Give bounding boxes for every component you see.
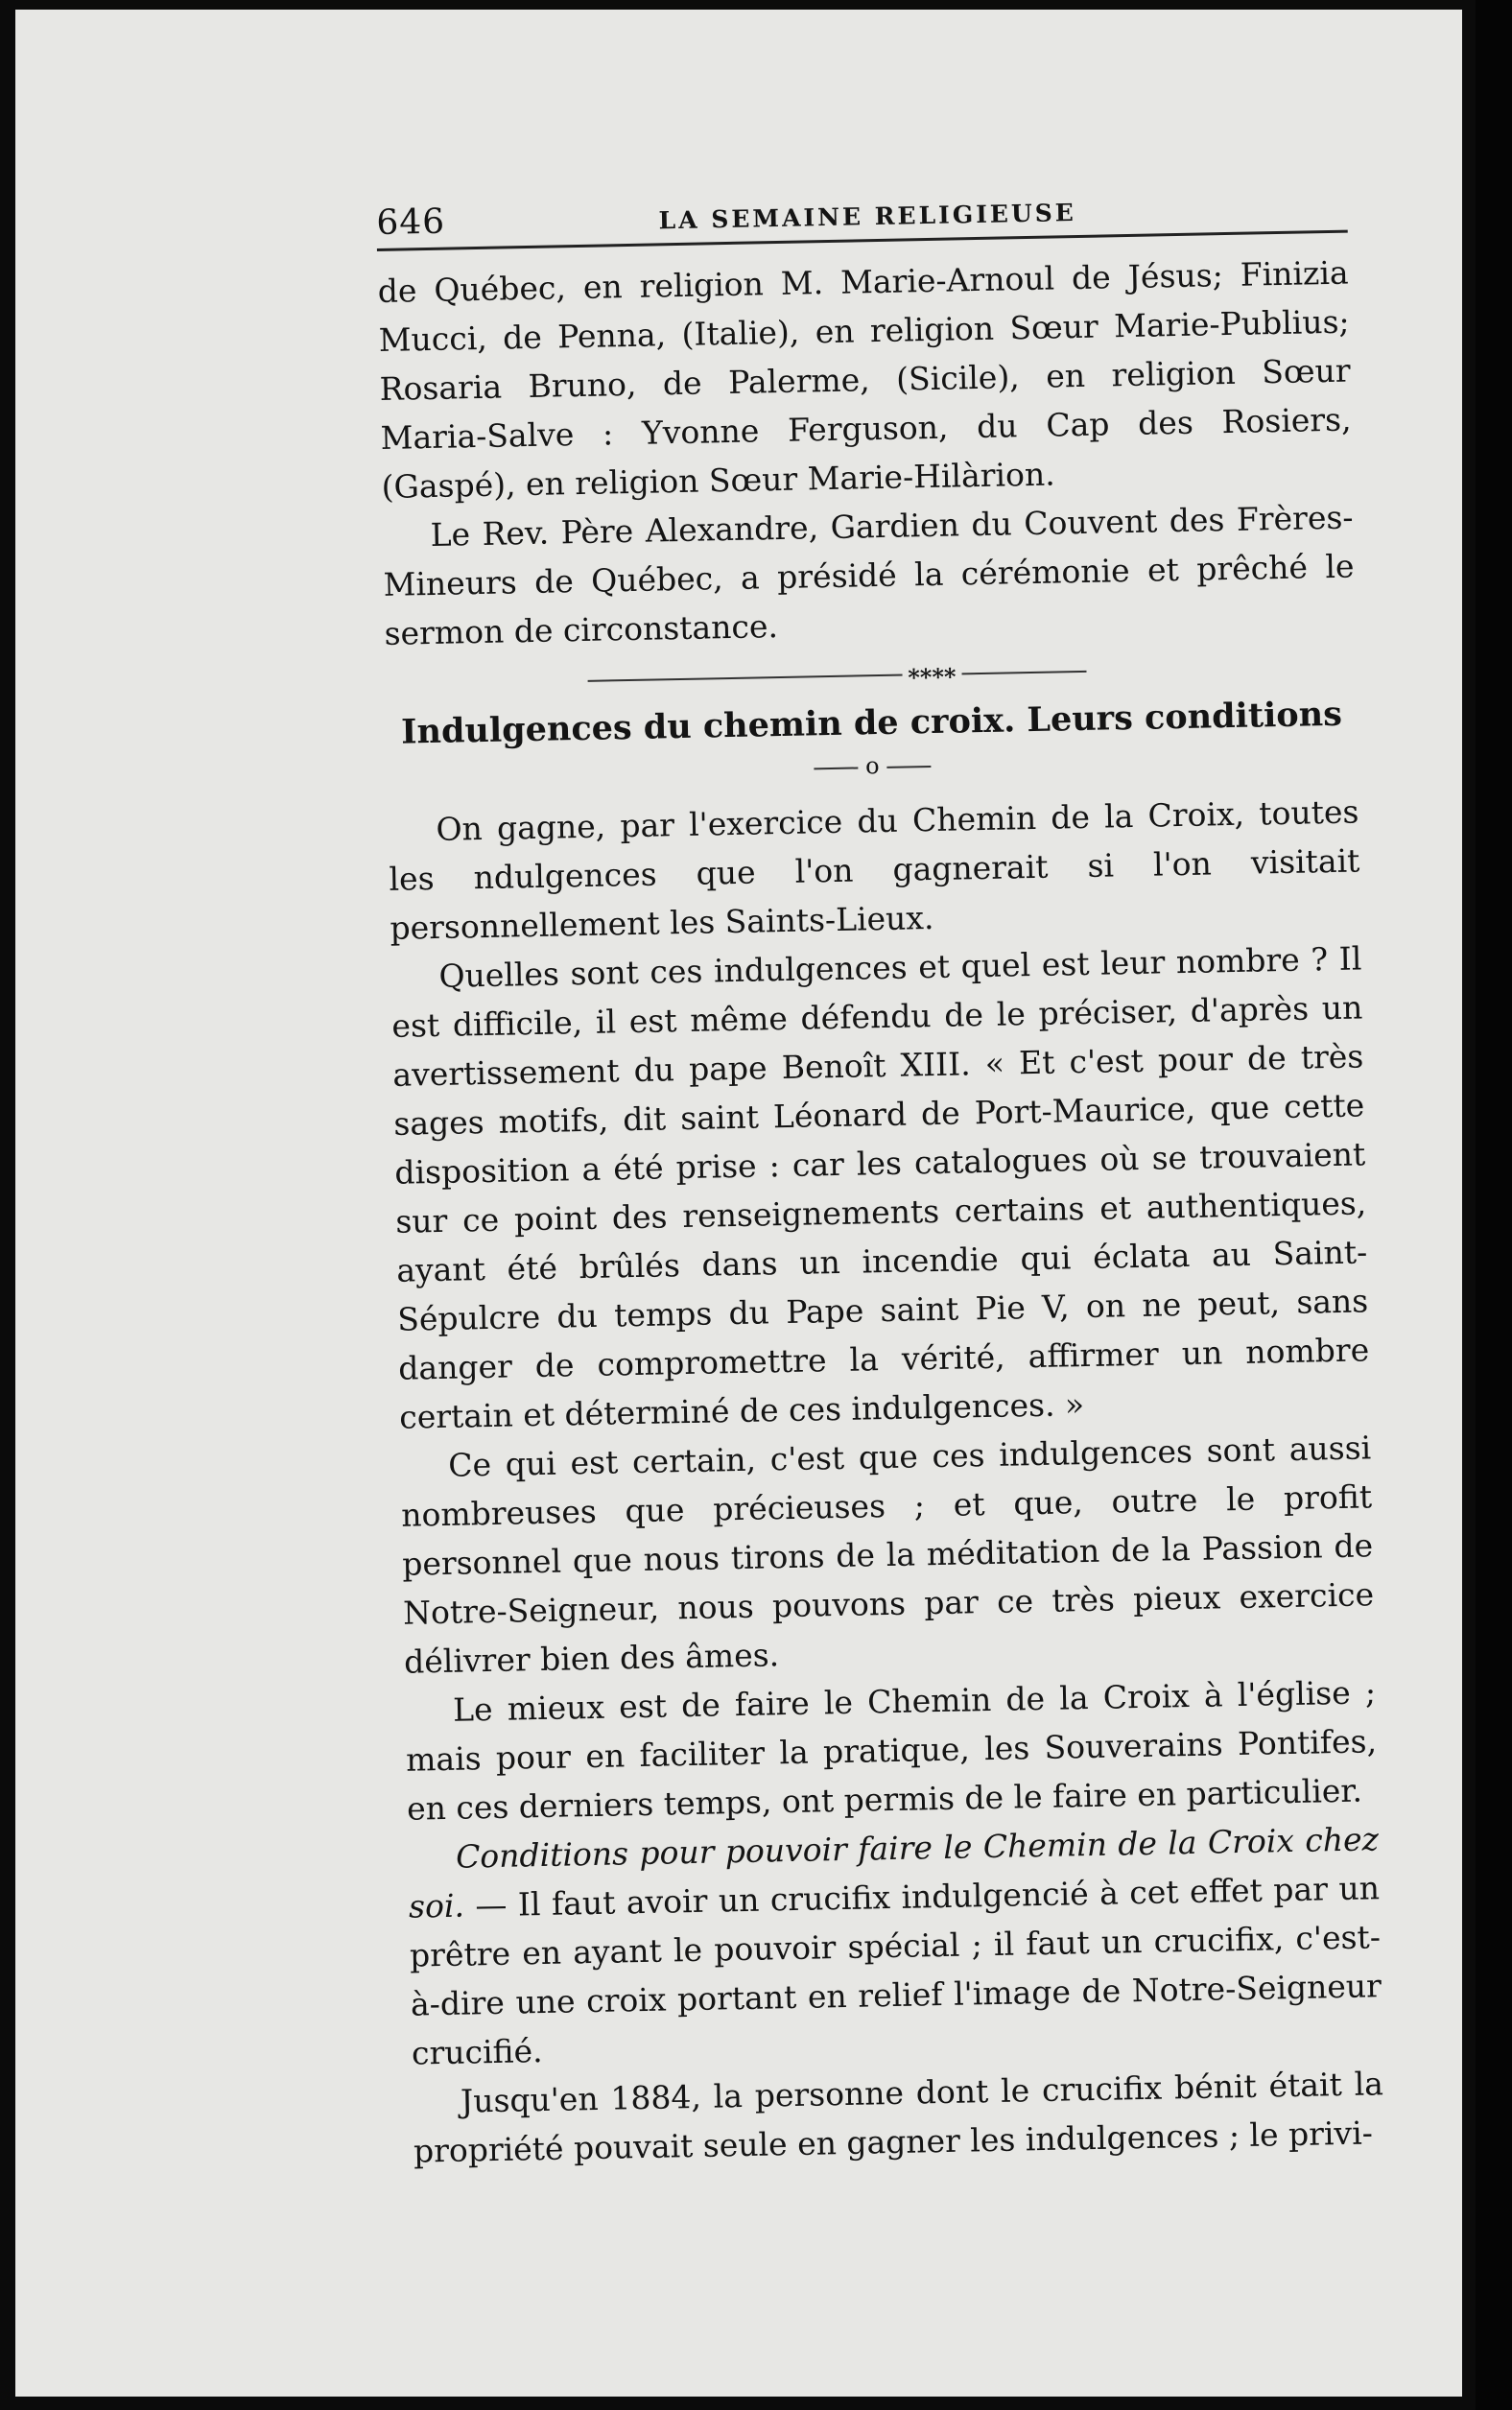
facing-page-edge — [1476, 0, 1512, 2410]
ornament-circle: o — [864, 752, 880, 780]
separator-rule — [588, 671, 1087, 682]
conditions-title: Conditions pour pouvoir faire le Chemin de la Croix chez soi. — [408, 1820, 1380, 1926]
paragraph-conditions — [408, 1814, 1383, 2077]
paragraph-body-3: Ce qui est certain, c'est que ces indulgences sont aussi nombreuses que précieuses ; et que, outre le profit personnel que nous tirons de la méditation de la Passion de Notre-Seigneur, nous pouvons par ce très pieux exercice délivrer bien des âmes. — [400, 1429, 1375, 1681]
page-number: 646 — [376, 201, 446, 243]
ornament-dash-right — [887, 766, 932, 768]
paragraph-ceremony: Le Rev. Père Alexandre, Gardien du Couvent des Frères-Mineurs de Québec, a présidé la cérémonie et prêché le sermon de circonstance. — [383, 498, 1355, 652]
paragraph-body-4: Le mieux est de faire le Chemin de la Croix à l'église ; mais pour en faciliter la pratique, les Souverains Pontifes, en ces derniers temps, ont permis de le faire en particulier. — [405, 1673, 1378, 1828]
paragraph-body-2: Quelles sont ces indulgences et quel est leur nombre ? Il est difficile, il est même défendu de le préciser, d'après un avertissement du pape Benoît XIII. « Et c'est pour de très sages motifs, dit saint Léonard de Port-Maurice, que cette disposition a été prise : car les catalogues où se trouvaient sur ce point des renseignements certains et authentiques, ayant été brûlés dans un incendie qui éclata au Saint-Sépulcre du temps du Pape saint Pie V, on ne peut, sans danger de compromettre la vérité, affirmer un nombre certain et déterminé de ces indulgences. » — [391, 939, 1370, 1436]
separator-stars: **** — [902, 662, 962, 691]
paragraph-nuns-list: de Québec, en religion M. Marie-Arnoul de Jésus; Finizia Mucci, de Penna, (Italie), en religion Sœur Marie-Publius; Rosaria Bruno, de Palerme, (Sicile), en religion Sœur Maria-Salve : Yvonne Ferguson, du Cap des Rosiers, (Gaspé), en religion Sœur Marie-Hilàrion. — [377, 253, 1352, 506]
ornament-dash-left — [814, 767, 858, 769]
conditions-text: — Il faut avoir un crucifix indulgencié à cet effet par un prêtre en ayant le pouvoir spécial ; il faut un crucifix, c'est-à-dire une croix portant en relief l'image de Notre-Seigneur crucifié. — [409, 1869, 1382, 2072]
page-content — [376, 185, 1384, 2176]
section-title: Indulgences du chemin de croix. Leurs conditions — [400, 694, 1343, 752]
paragraph-last: Jusqu'en 1884, la personne dont le crucifix bénit était la propriété pouvait seule en gagner les indulgences ; le privi- — [413, 2065, 1384, 2170]
running-title: LA SEMAINE RELIGIEUSE — [658, 198, 1077, 235]
header-spacer — [1289, 216, 1347, 217]
paragraph-body-1: On gagne, par l'exercice du Chemin de la Croix, toutes les ndulgences que l'on gagnerait si l'on visitait personnellement les Saints-Lieux. — [389, 792, 1360, 947]
